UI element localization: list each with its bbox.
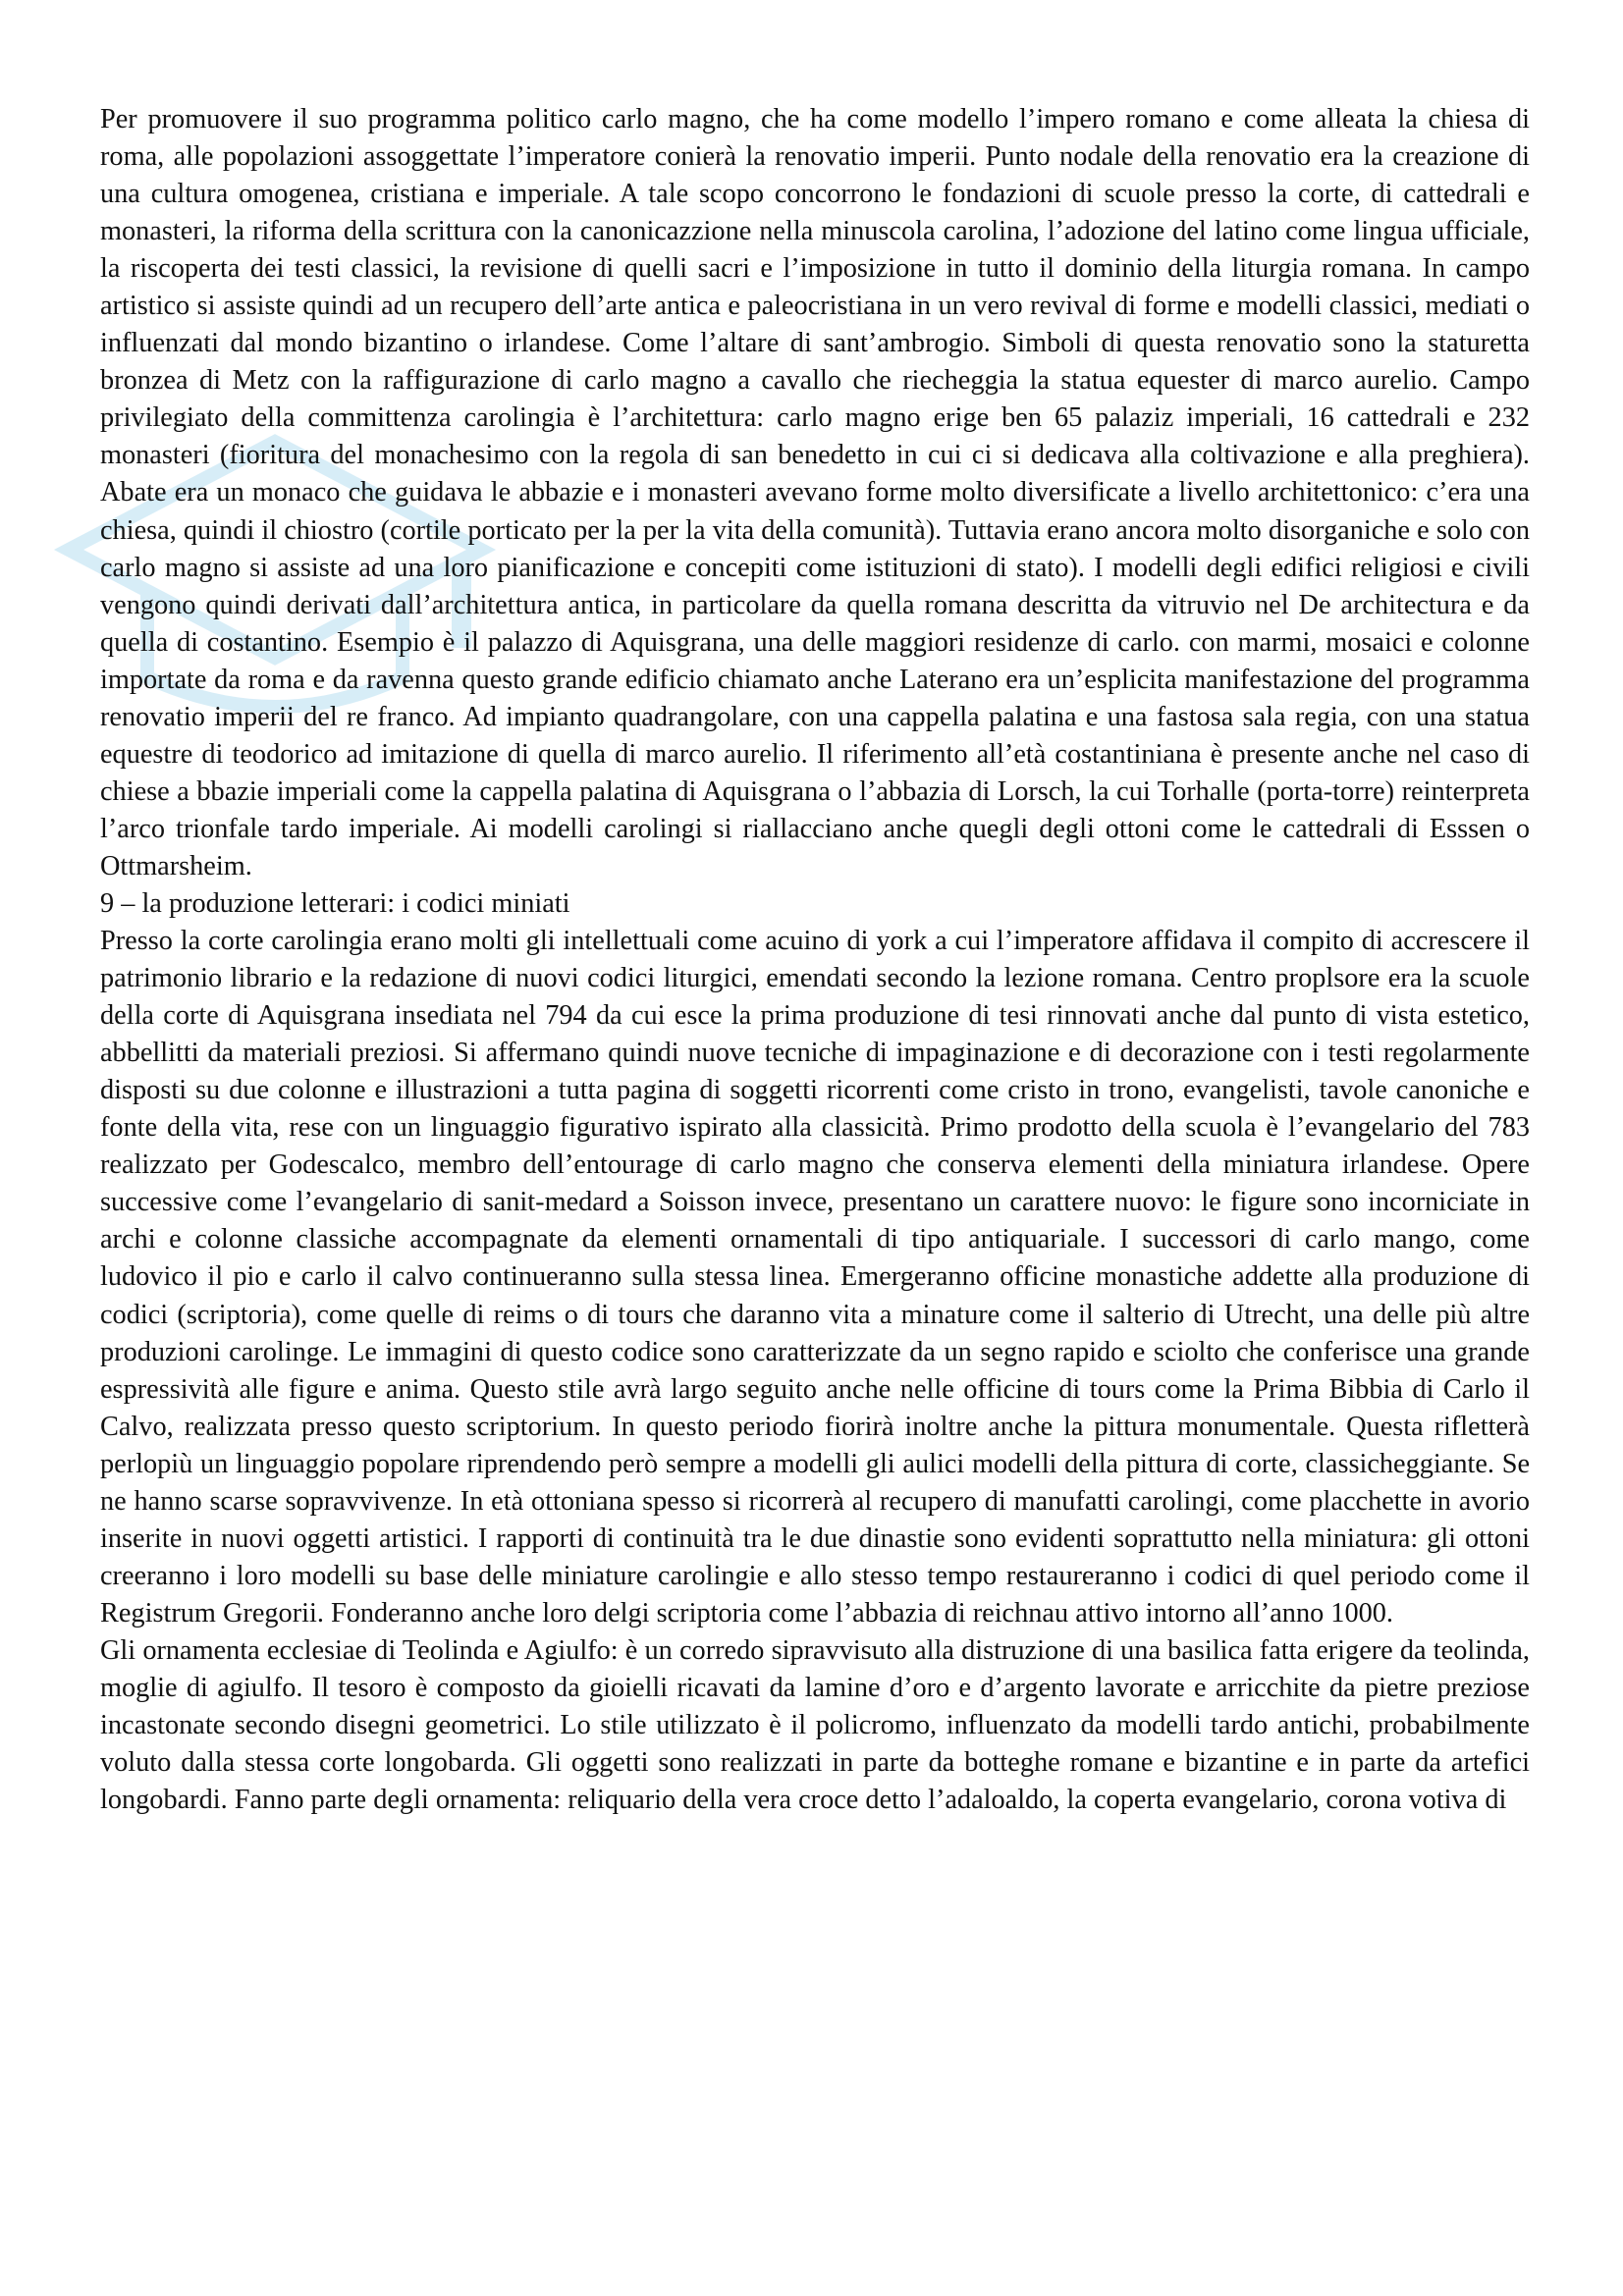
document-body	[100, 101, 1530, 1819]
paragraph-carolingian-renovatio: Per promuovere il suo programma politico carlo magno, che ha come modello l’impero romano e come alleata la chiesa di roma, alle popolazioni assoggettate l’imperatore conierà la renovatio imperii. Punto nodale della renovatio era la creazione di una cultura omogenea, cristiana e imperiale. A tale scopo concorrono le fondazioni di scuole presso la corte, di cattedrali e monasteri, la riforma della scrittura con la canonicazzione nella minuscola carolina, l’adozione del latino come lingua ufficiale, la riscoperta dei testi classici, la revisione di quelli sacri e l’imposizione in tutto il dominio della liturgia romana. In campo artistico si assiste quindi ad un recupero dell’arte antica e paleocristiana in un vero revival di forme e modelli classici, mediati o influenzati dal mondo bizantino o irlandese. Come l’altare di sant’ambrogio. Simboli di questa renovatio sono la staturetta bronzea di Metz con la raffigurazione di carlo magno a cavallo che riecheggia la statua equester di marco aurelio. Campo privilegiato della committenza carolingia è l’architettura: carlo magno erige ben 65 palaziz imperiali, 16 cattedrali e 232 monasteri (fioritura del monachesimo con la regola di san benedetto in cui ci si dedicava alla coltivazione e alla preghiera). Abate era un monaco che guidava le abbazie e i monasteri avevano forme molto diversificate a livello architettonico: c’era una chiesa, quindi il chiostro (cortile porticato per la per la vita della comunità). Tuttavia erano ancora molto disorganiche e solo con carlo magno si assiste ad una loro pianificazione e concepiti come istituzioni di stato). I modelli degli edifici religiosi e civili vengono quindi derivati dall’architettura antica, in particolare da quella romana descritta da vitruvio nel De architectura e da quella di costantino. Esempio è il palazzo di Aquisgrana, una delle maggiori residenze di carlo. con marmi, mosaici e colonne importate da roma e da ravenna questo grande edificio chiamato anche Laterano era un’esplicita manifestazione del programma renovatio imperii del re franco. Ad impianto quadrangolare, con una cappella palatina e una fastosa sala regia, con una statua equestre di teodorico ad imitazione di quella di marco aurelio. Il riferimento all’età costantiniana è presente anche nel caso di chiese a bbazie imperiali come la cappella palatina di Aquisgrana o l’abbazia di Lorsch, la cui Torhalle (porta-torre) reinterpreta l’arco trionfale tardo imperiale. Ai modelli carolingi si riallacciano anche quegli degli ottoni come le cattedrali di Esssen o Ottmarsheim.	[100, 104, 1530, 881]
paragraph-ornamenta-ecclesiae: Gli ornamenta ecclesiae di Teolinda e Agiulfo: è un corredo sipravvisuto alla distruzione di una basilica fatta erigere da teolinda, moglie di agiulfo. Il tesoro è composto da gioielli ricavati da lamine d’oro e d’argento lavorate e arricchite da pietre preziose incastonate secondo disegni geometrici. Lo stile utilizzato è il policromo, influenzato da modelli tardo antichi, probabilmente voluto dalla stessa corte longobarda. Gli oggetti sono realizzati in parte da botteghe romane e bizantine e in parte da artefici longobardi. Fanno parte degli ornamenta: reliquario della vera croce detto l’adaloaldo, la coperta evangelario, corona votiva di	[100, 1634, 1530, 1816]
paragraph-codici-miniati: Presso la corte carolingia erano molti gli intellettuali come acuino di york a cui l’imperatore affidava il compito di accrescere il patrimonio librario e la redazione di nuovi codici liturgici, emendati secondo la lezione romana. Centro proplsore era la scuole della corte di Aquisgrana insediata nel 794 da cui esce la prima produzione di tesi rinnovati anche dal punto di vista estetico, abbellitti da materiali preziosi. Si affermano quindi nuove tecniche di impaginazione e di decorazione con i testi regolarmente disposti su due colonne e illustrazioni a tutta pagina di soggetti ricorrenti come cristo in trono, evangelisti, tavole canoniche e fonte della vita, rese con un linguaggio figurativo ispirato alla classicità. Primo prodotto della scuola è l’evangelario del 783 realizzato per Godescalco, membro dell’entourage di carlo magno che conserva elementi della miniatura irlandese. Opere successive come l’evangelario di sanit-medard a Soisson invece, presentano un carattere nuovo: le figure sono incorniciate in archi e colonne classiche accompagnate da elementi ornamentali di tipo antiquariale. I successori di carlo mango, come ludovico il pio e carlo il calvo continueranno sulla stessa linea. Emergeranno officine monastiche addette alla produzione di codici (scriptoria), come quelle di reims o di tours che daranno vita a minature come il salterio di Utrecht, una delle più altre produzioni carolinge. Le immagini di questo codice sono caratterizzate da un segno rapido e sciolto che conferisce una grande espressività alle figure e anima. Questo stile avrà largo seguito anche nelle officine di tours come la Prima Bibbia di Carlo il Calvo, realizzata presso questo scriptorium. In questo periodo fiorirà inoltre anche la pittura monumentale. Questa rifletterà perlopiù un linguaggio popolare riprendendo però sempre a modelli gli aulici modelli della pittura di corte, classicheggiante. Se ne hanno scarse sopravvivenze. In età ottoniana spesso si ricorrerà al recupero di manufatti carolingi, come placchette in avorio inserite in nuovi oggetti artistici. I rapporti di continuità tra le due dinastie sono evidenti soprattutto nella miniatura: gli ottoni creeranno i loro modelli su base delle miniature carolingie e allo stesso tempo restaureranno i codici di quel periodo come il Registrum Gregorii. Fonderanno anche loro delgi scriptoria come l’abbazia di reichnau attivo intorno all’anno 1000.	[100, 926, 1530, 1629]
section-heading-codici-miniati: 9 – la produzione letterari: i codici miniati	[100, 887, 570, 919]
